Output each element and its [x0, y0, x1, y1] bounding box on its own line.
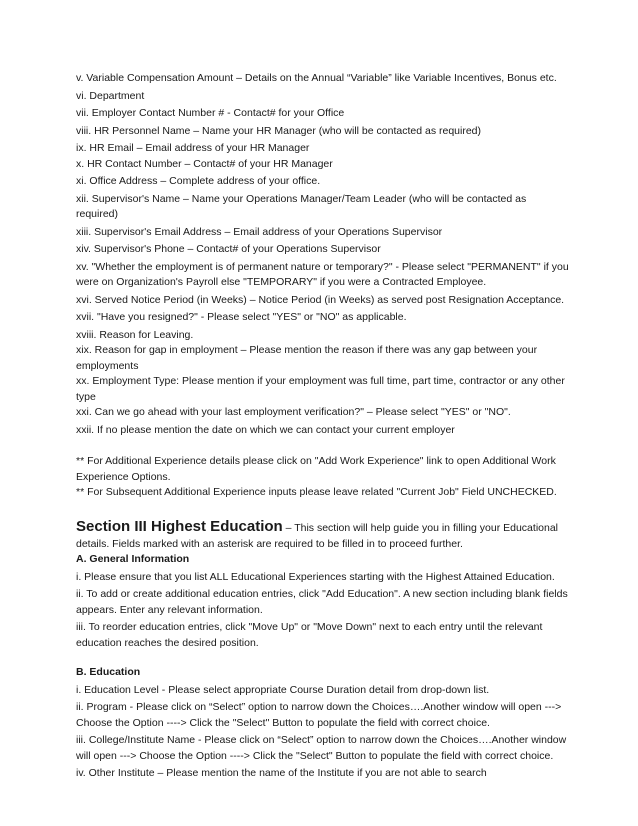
list-item: ii. To add or create additional education entries, click "Add Education". A new section including blank fields appears. Enter any relevant information.	[76, 588, 568, 616]
list-item: vii. Employer Contact Number # - Contact# for your Office	[76, 107, 345, 119]
spacer	[76, 503, 570, 517]
list-item: xxi. Can we go ahead with your last employment verification?" – Please select "YES" or "NO".	[76, 406, 511, 418]
list-item: v. Variable Compensation Amount – Details on the Annual “Variable” like Variable Incentives, Bonus etc.	[76, 72, 557, 84]
note-subsequent-experience: ** For Subsequent Additional Experience inputs please leave related "Current Job" Field UNCHECKED.	[76, 486, 557, 498]
section-heading	[76, 517, 570, 553]
list-item: i. Please ensure that you list ALL Educational Experiences starting with the Highest Attained Education.	[76, 570, 555, 583]
list-item: xviii. Reason for Leaving.	[76, 328, 194, 341]
list-item: vi. Department	[76, 89, 145, 102]
list-item: xx. Employment Type: Please mention if your employment was full time, part time, contractor or any other type	[76, 375, 565, 403]
list-item: xvii. "Have you resigned?" - Please select "YES" or "NO" as applicable.	[76, 311, 407, 323]
list-item: iii. To reorder education entries, click "Move Up" or "Move Down" next to each entry until the relevant education reaches the desired position.	[76, 621, 543, 649]
note-additional-experience: ** For Additional Experience details please click on "Add Work Experience" link to open Additional Work Experience Options.	[76, 455, 556, 483]
list-item: xix. Reason for gap in employment – Please mention the reason if there was any gap between your employments	[76, 344, 538, 372]
subsection-heading-education: B. Education	[76, 666, 141, 678]
list-item: xvi. Served Notice Period (in Weeks) – Notice Period (in Weeks) as served post Resignation Acceptance.	[76, 293, 565, 306]
list-item: viii. HR Personnel Name – Name your HR Manager (who will be contacted as required)	[76, 124, 482, 137]
list-item: iii. College/Institute Name - Please click on “Select” option to narrow down the Choices….Another window will open ---> Choose the Option ----> Click the "Select" Button to populate the field with correct choice.	[76, 734, 567, 762]
spacer	[76, 440, 570, 454]
list-item: xv. "Whether the employment is of permanent nature or temporary?" - Please select "PERMANENT" if you were on Organization's Payroll else "TEMPORARY" if you were a Contracted Employee.	[76, 260, 569, 288]
list-item: xii. Supervisor's Name – Name your Operations Manager/Team Leader (who will be contacted as required)	[76, 192, 527, 220]
spacer	[76, 653, 570, 665]
list-item: ix. HR Email – Email address of your HR Manager	[76, 142, 310, 154]
section-intro: – This section will help guide you in filling your Educational details. Fields marked with an asterisk are required to be filled in to proceed further.	[76, 521, 558, 550]
list-item: i. Education Level - Please select appropriate Course Duration detail from drop-down list.	[76, 683, 490, 696]
section-title: Section III Highest Education	[76, 517, 283, 535]
list-item: xiv. Supervisor's Phone – Contact# of your Operations Supervisor	[76, 243, 381, 255]
list-item: x. HR Contact Number – Contact# of your HR Manager	[76, 157, 333, 170]
list-item: xi. Office Address – Complete address of your office.	[76, 175, 321, 187]
list-item: ii. Program - Please click on “Select” option to narrow down the Choices….Another window will open ---> Choose the Option ----> Click the "Select" Button to populate the field with correct choice.	[76, 701, 562, 729]
subsection-heading-general: A. General Information	[76, 553, 190, 565]
list-item: xiii. Supervisor's Email Address – Email address of your Operations Supervisor	[76, 225, 443, 238]
list-item: xxii. If no please mention the date on which we can contact your current employer	[76, 423, 455, 436]
document-body	[76, 71, 570, 784]
list-item: iv. Other Institute – Please mention the name of the Institute if you are not able to search	[76, 767, 487, 779]
